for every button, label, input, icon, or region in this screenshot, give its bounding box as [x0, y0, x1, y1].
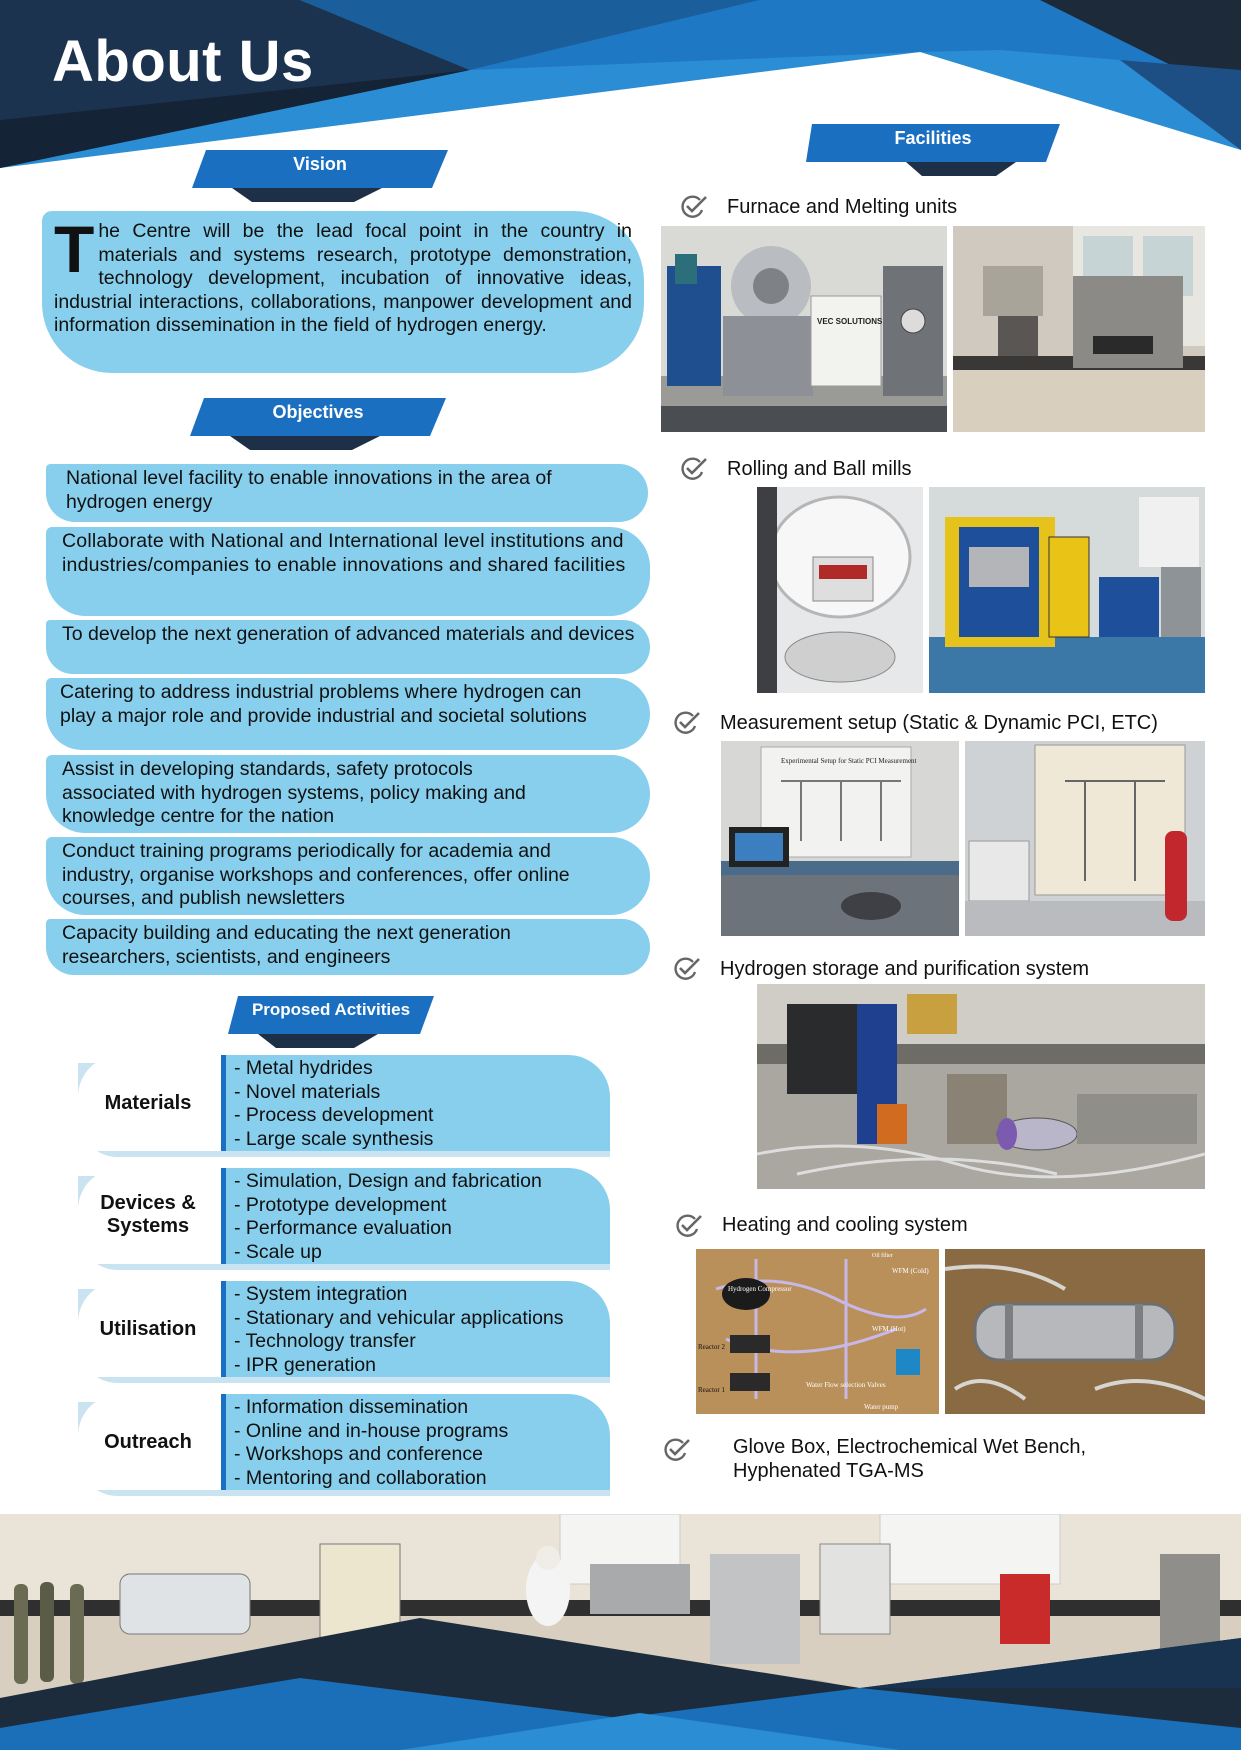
activity-item: - Prototype development [234, 1193, 447, 1216]
static-pci-title-text: Experimental Setup for Static PCI Measurement [781, 757, 917, 765]
activity-item: - Mentoring and collaboration [234, 1466, 487, 1489]
objective-text: To develop the next generation of advanced materials and devices [62, 623, 635, 645]
vision-heading: Vision [293, 154, 347, 174]
facility-label: Measurement setup (Static & Dynamic PCI, ETC) [720, 712, 1158, 734]
activity-item: - Online and in-house programs [234, 1419, 509, 1442]
activity-item: - Large scale synthesis [234, 1127, 434, 1150]
furnace-photo [661, 226, 947, 432]
activity-group-materials [78, 1055, 610, 1157]
objective-text: Conduct training programs periodically for academia and industry, organise workshops and conferences, offer online courses, and publish newsletters [62, 840, 570, 909]
facility-label: Furnace and Melting units [727, 196, 958, 218]
objectives-heading: Objectives [272, 402, 364, 422]
facility-label: Heating and cooling system [722, 1214, 968, 1236]
activity-item: - Stationary and vehicular applications [234, 1306, 564, 1329]
activity-item: - Workshops and conference [234, 1443, 483, 1465]
check-circle-icon [673, 710, 703, 736]
objective-item [46, 620, 650, 674]
vision-drop-cap: T [54, 212, 95, 286]
activity-item: - System integration [234, 1283, 408, 1305]
objective-item [46, 919, 650, 975]
objective-text: Catering to address industrial problems where hydrogen can play a major role and provide industrial and societal solutions [60, 681, 587, 727]
objective-text: Capacity building and educating the next generation researchers, scientists, and engineers [62, 922, 511, 968]
activity-group-utilisation [78, 1281, 610, 1383]
activity-item: - Simulation, Design and fabrication [234, 1170, 542, 1192]
hydrogen-storage-system-photo [757, 984, 1205, 1189]
activity-item: - Metal hydrides [234, 1057, 373, 1079]
board-label: Oil filter [872, 1253, 893, 1259]
ball-mill-photo [757, 487, 923, 693]
activities-heading: Proposed Activities [251, 1000, 411, 1019]
facilities-banner [806, 120, 1060, 178]
board-label: WFM (Cold) [892, 1267, 929, 1275]
objective-item [46, 527, 650, 616]
heating-system-board-photo [696, 1249, 939, 1414]
activity-group-outreach [78, 1394, 610, 1496]
static-pci-setup-photo [721, 741, 959, 936]
activity-item: - Novel materials [234, 1080, 381, 1103]
facility-label-line2: Hyphenated TGA-MS [733, 1460, 924, 1482]
objective-text: Collaborate with National and International level institutions and industries/companies to enable innovations and shared facilities [62, 530, 626, 576]
activity-title: Devices & Systems [100, 1192, 196, 1237]
rolling-mill-photo [929, 487, 1205, 693]
objective-item [46, 678, 650, 750]
furnace-sign-text: VEC SOLUTIONS [817, 317, 883, 326]
facilities-heading: Facilities [894, 128, 972, 148]
vision-banner [192, 146, 448, 204]
activity-group-devices [78, 1168, 610, 1270]
facility-label: Hydrogen storage and purification system [720, 958, 1090, 980]
activity-list [234, 1170, 542, 1264]
objectives-banner [190, 394, 446, 452]
objective-item [46, 837, 650, 915]
objective-item [46, 464, 648, 522]
activities-banner [228, 992, 434, 1050]
activity-title: Materials [104, 1092, 192, 1114]
board-label: Hydrogen Compressor [728, 1285, 792, 1293]
facility-label: Rolling and Ball mills [727, 458, 912, 480]
activity-title: Utilisation [99, 1318, 197, 1340]
activity-item: - Performance evaluation [234, 1217, 452, 1239]
activity-list [234, 1396, 508, 1490]
cooling-reactor-photo [945, 1249, 1205, 1414]
vision-text [54, 212, 632, 338]
check-circle-icon [680, 194, 710, 220]
activity-item: - Process development [234, 1104, 434, 1126]
melting-unit-photo [953, 226, 1205, 432]
activity-list [234, 1057, 433, 1151]
objective-text: National level facility to enable innovations in the area of hydrogen energy [66, 467, 552, 513]
check-circle-icon [680, 456, 710, 482]
board-label: Water Flow selection Valves [806, 1381, 886, 1389]
activity-item: - Scale up [234, 1240, 322, 1263]
activity-item: - Technology transfer [234, 1330, 416, 1352]
board-label: Reactor 1 [698, 1386, 726, 1394]
facility-label: Glove Box, Electrochemical Wet Bench, [733, 1436, 1087, 1458]
check-circle-icon [675, 1213, 705, 1239]
activity-item: - Information dissemination [234, 1396, 469, 1418]
board-label: WFM (Hot) [872, 1325, 906, 1333]
page-title: About Us [52, 29, 314, 94]
check-circle-icon [663, 1437, 693, 1463]
vision-body: he Centre will be the lead focal point in the country in materials and systems research, prototype demonstration, technology development, incubation of innovative ideas, industrial interactions, collaborations, manpower development and information dissemination in the field of hydrogen energy. [54, 220, 632, 336]
objective-text: Assist in developing standards, safety protocols associated with hydrogen systems, policy making and knowledge centre for the nation [62, 758, 526, 827]
dynamic-pci-setup-photo [965, 741, 1205, 936]
board-label: Water pump [864, 1403, 899, 1411]
check-circle-icon [673, 956, 703, 982]
board-label: Reactor 2 [698, 1343, 726, 1351]
activity-list [234, 1283, 564, 1377]
objective-item [46, 755, 650, 833]
footer-background [0, 1618, 1241, 1750]
activity-item: - IPR generation [234, 1353, 376, 1376]
activity-title: Outreach [104, 1431, 192, 1453]
